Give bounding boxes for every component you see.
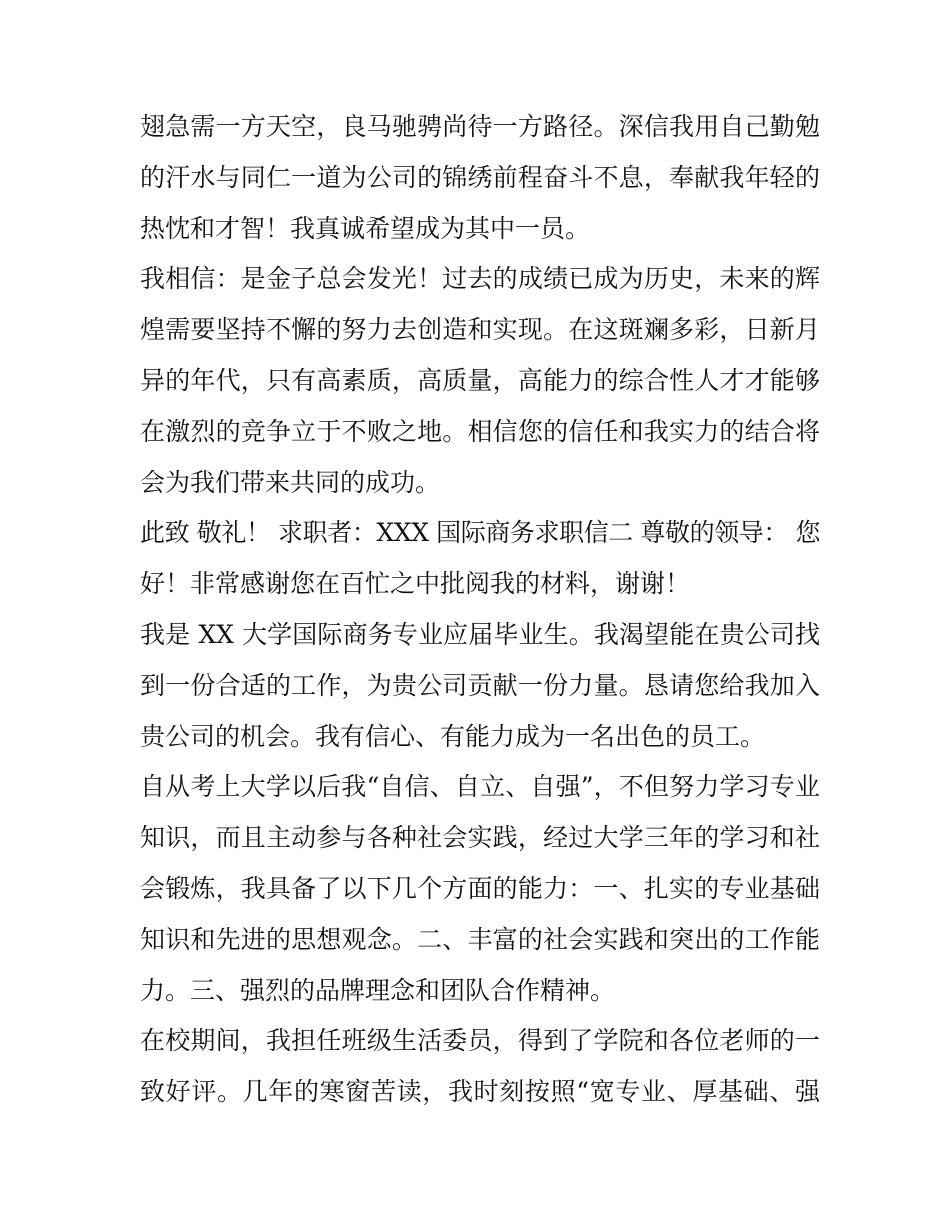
text-line: 此致 敬礼！ 求职者：XXX 国际商务求职信二 尊敬的领导： 您 [140,518,821,548]
text-line: 会为我们带来共同的成功。 [140,467,441,497]
text-line: 好！非常感谢您在百忙之中批阅我的材料，谢谢！ [140,569,691,599]
text-line: 力。三、强烈的品牌理念和团队合作精神。 [140,975,616,1005]
text-line: 我相信：是金子总会发光！过去的成绩已成为历史，未来的辉 [140,264,820,294]
text-line: 自从考上大学以后我“自信、自立、自强”，不但努力学习专业 [140,772,820,802]
text-line: 热忱和才智！我真诚希望成为其中一员。 [140,213,591,243]
text-line: 在激烈的竞争立于不败之地。相信您的信任和我实力的结合将 [140,416,820,446]
text-line: 在校期间，我担任班级生活委员，得到了学院和各位老师的一 [140,1026,820,1056]
text-line: 异的年代，只有高素质，高质量，高能力的综合性人才才能够 [140,365,820,395]
text-line: 会锻炼，我具备了以下几个方面的能力：一、扎实的专业基础 [140,873,820,903]
text-line: 致好评。几年的寒窗苦读，我时刻按照“宽专业、厚基础、强 [140,1077,820,1107]
text-line: 我是 XX 大学国际商务专业应届毕业生。我渴望能在贵公司找 [140,619,820,649]
text-line: 煌需要坚持不懈的努力去创造和实现。在这斑斓多彩，日新月 [140,315,820,345]
text-line: 翅急需一方天空，良马驰骋尚待一方路径。深信我用自己勤勉 [140,112,820,141]
text-line: 贵公司的机会。我有信心、有能力成为一名出色的员工。 [140,721,766,751]
text-line: 到一份合适的工作，为贵公司贡献一份力量。恳请您给我加入 [140,670,820,700]
text-line: 的汗水与同仁一道为公司的锦绣前程奋斗不息，奉献我年轻的 [140,162,820,192]
body-text [140,102,820,1118]
text-line: 知识和先进的思想观念。二、丰富的社会实践和突出的工作能 [140,924,820,954]
text-line: 知识，而且主动参与各种社会实践，经过大学三年的学习和社 [140,823,820,853]
